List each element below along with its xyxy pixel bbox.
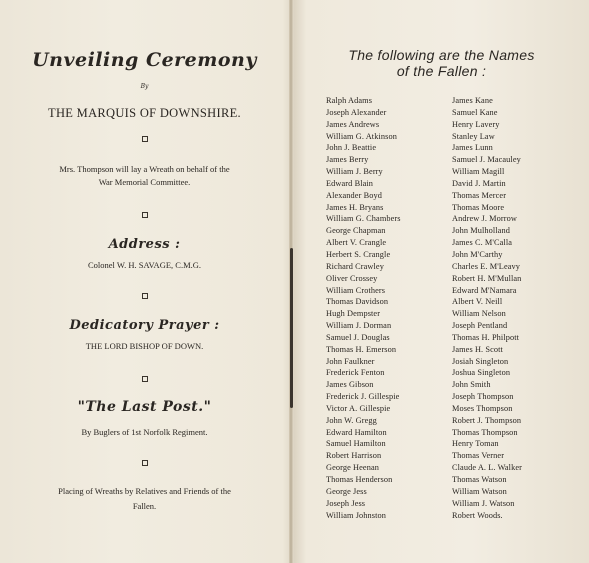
ornament-square-1 (142, 136, 148, 142)
fallen-name: Claude A. L. Walker (452, 463, 522, 473)
ornament-square-5 (142, 460, 148, 466)
fallen-name: John Smith (452, 380, 491, 390)
fallen-name: Joshua Singleton (452, 368, 511, 378)
fallen-name: Hugh Dempster (326, 309, 381, 319)
names-column-2 (452, 95, 522, 521)
fallen-name: Henry Lavery (452, 119, 500, 129)
fallen-name: Robert H. M'Mullan (452, 273, 522, 283)
fallen-name: Herbert S. Crangle (326, 249, 391, 259)
fold-tear (290, 248, 293, 408)
last-post-buglers: By Buglers of 1st Norfolk Regiment. (81, 427, 208, 437)
fallen-name: Edward Blain (326, 178, 374, 188)
fallen-name: Albert V. Crangle (326, 238, 387, 248)
fallen-name: William Crothers (326, 285, 386, 295)
fallen-name: James H. Bryans (326, 202, 384, 212)
fallen-name: Robert J. Thompson (452, 415, 522, 425)
fallen-name: James H. Scott (452, 344, 503, 354)
fallen-name: Charles E. M'Leavy (452, 261, 521, 271)
fallen-name: John W. Gregg (326, 415, 377, 425)
fallen-name: Josiah Singleton (452, 356, 509, 366)
fallen-name: Edward Hamilton (326, 427, 387, 437)
fallen-name: Samuel J. Douglas (326, 332, 390, 342)
right-page (294, 0, 589, 563)
fallen-name: David J. Martin (452, 178, 506, 188)
fallen-name: Thomas Davidson (326, 297, 389, 307)
wreath-note (0, 163, 289, 189)
marquis-line: THE MARQUIS OF DOWNSHIRE. (48, 106, 241, 120)
fallen-name: Frederick Fenton (326, 368, 385, 378)
names-column-1 (326, 95, 401, 521)
fallen-name: James Gibson (326, 380, 374, 390)
fallen-name: James Andrews (326, 119, 380, 129)
fallen-name: James Kane (452, 96, 493, 105)
fallen-name: Joseph Pentland (452, 321, 508, 331)
fallen-name: Thomas Verner (452, 451, 505, 461)
ornament-square-2 (142, 212, 148, 218)
fallen-name: Oliver Crossey (326, 273, 378, 283)
fallen-name: Alexander Boyd (326, 190, 383, 200)
fallen-name: Victor A. Gillespie (326, 403, 391, 413)
placing-of-wreaths (0, 484, 289, 514)
fallen-name: Albert V. Neill (452, 297, 503, 307)
fallen-name: Thomas Henderson (326, 475, 393, 484)
placing-line-1: Placing of Wreaths by Relatives and Friends of the (58, 486, 231, 496)
fallen-name: John J. Beattie (326, 143, 377, 153)
fallen-name: Samuel J. Macauley (452, 155, 521, 165)
fallen-name: William G. Chambers (326, 214, 401, 224)
fallen-name: William J. Watson (452, 498, 515, 508)
prayer-speaker: THE LORD BISHOP OF DOWN. (85, 341, 204, 351)
wreath-note-line-2: War Memorial Committee. (98, 177, 191, 187)
fallen-name: Robert Woods. (452, 510, 503, 520)
fallen-name: James Berry (326, 155, 369, 165)
names-title-line-2: of the Fallen : (396, 63, 487, 79)
fallen-name: William J. Dorman (326, 321, 392, 331)
by-label: By (140, 83, 149, 90)
address-speaker: Colonel W. H. SAVAGE, C.M.G. (87, 260, 202, 270)
fallen-name: Joseph Jess (326, 498, 366, 508)
fallen-name: Stanley Law (452, 131, 495, 141)
fallen-name: Thomas Moore (452, 202, 505, 212)
fallen-name: Thomas H. Emerson (326, 344, 397, 354)
names-title-line-1: The following are the Names (348, 47, 535, 63)
ornament-square-4 (142, 376, 148, 382)
fallen-name: William Johnston (326, 510, 387, 520)
fallen-name: Joseph Thompson (452, 392, 514, 402)
fallen-name: Andrew J. Morrow (452, 214, 517, 224)
fallen-name: William J. Berry (326, 167, 383, 177)
fallen-name: Thomas Watson (452, 475, 507, 484)
fallen-name: Richard Crawley (326, 261, 384, 271)
prayer-heading: Dedicatory Prayer : (69, 318, 220, 333)
left-page (0, 0, 289, 563)
fallen-name: John Mulholland (452, 226, 510, 236)
wreath-note-line-1: Mrs. Thompson will lay a Wreath on behalf of the (59, 164, 230, 174)
fallen-name: Henry Toman (452, 439, 499, 449)
address-heading: Address : (108, 237, 181, 252)
fallen-name: James C. M'Calla (452, 238, 513, 248)
fallen-name: Thomas Mercer (452, 190, 507, 200)
fallen-name: Thomas Thompson (452, 427, 518, 437)
fallen-name: William G. Atkinson (326, 131, 397, 141)
fallen-name: William Magill (452, 167, 505, 177)
fallen-name: Edward M'Namara (452, 285, 517, 295)
fallen-name: Frederick J. Gillespie (326, 392, 400, 402)
fallen-name: George Chapman (326, 226, 386, 236)
fallen-name: Samuel Kane (452, 107, 498, 117)
fallen-name: John Faulkner (326, 356, 375, 366)
fallen-name: William Watson (452, 486, 507, 496)
fallen-name: James Lunn (452, 143, 493, 153)
fallen-name: George Jess (326, 486, 367, 496)
fallen-name: Thomas H. Philpott (452, 332, 520, 342)
ceremony-title: Unveiling Ceremony (32, 49, 257, 71)
ornament-square-3 (142, 293, 148, 299)
fallen-name: Joseph Alexander (326, 107, 387, 117)
fallen-name: Samuel Hamilton (326, 439, 386, 449)
fallen-name: Ralph Adams (326, 96, 373, 105)
fallen-name: George Heenan (326, 463, 379, 473)
placing-line-2: Fallen. (132, 501, 157, 511)
fallen-name: John M'Carthy (452, 249, 503, 259)
fallen-name: Moses Thompson (452, 403, 513, 413)
fallen-name: Robert Harrison (326, 451, 382, 461)
last-post-heading: "The Last Post." (77, 399, 212, 415)
fallen-name: William Nelson (452, 309, 506, 319)
